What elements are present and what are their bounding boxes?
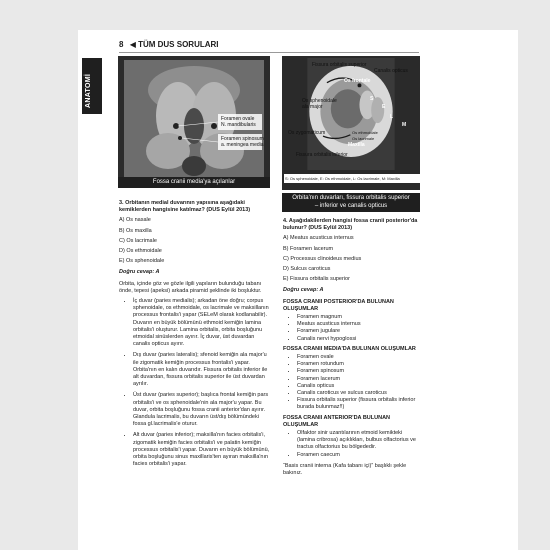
list-item: • Canalis caroticus ve sulcus caroticus xyxy=(297,390,421,397)
list-item: • Fissura orbitalis superior (fissura orbitalis inferior burada bulunmaz!!) xyxy=(297,397,421,411)
q4-option-b: B) Foramen lacerum xyxy=(283,245,334,252)
q3-option-e: E) Os sphenoidale xyxy=(119,258,165,265)
list-item: • Foramen jugulare xyxy=(297,328,421,335)
fig2-label-maxilla: Maxilla xyxy=(348,142,365,148)
q3-explanation-list xyxy=(119,298,271,468)
fig2-label-os-sphenoidale: Os sphenoidale ala major xyxy=(302,98,337,110)
fig2-label-os-zygomaticum: Os zygomaticum xyxy=(288,130,326,136)
section-media-title: FOSSA CRANII MEDIA'DA BULUNAN OLUŞUMLAR xyxy=(283,345,416,352)
figure2-legend: S: Os sphenoidale, E: Os ethmoidale, L: Os lacrimale, M: Maxilla xyxy=(284,174,420,183)
figure-orbit-photo xyxy=(282,56,420,190)
running-title: ◀ TÜM DUS SORULARI xyxy=(129,40,219,49)
fig2-label-s: S xyxy=(370,96,374,102)
q3-option-d: D) Os ethmoidale xyxy=(119,248,162,255)
fig1-label-a-meningea-media: a. meningea media xyxy=(221,142,264,148)
q3-bullet-inferior: • Alt duvar (paries inferior); maksilla'nın facies orbitalis'i, zigomatik kemiğin facies orbitalis'i ve palatin kemiğin processus orbitalis'i yapar. Duvarın en büyük bölümünü, orbita boşluğunu sinus maxillaris'ten ayıran maksilla'nın facies orbitalis'i yapar. xyxy=(133,432,271,468)
figure2-caption-line1: Orbita'nın duvarları, fissura orbitalis superior xyxy=(292,195,410,201)
list-item: • Meatus acusticus internus xyxy=(297,321,421,328)
fig2-label-canalis-opticus: Canalis opticus xyxy=(374,68,408,74)
section-media-list xyxy=(283,354,421,412)
list-item: • Foramen lacerum xyxy=(297,376,421,383)
section-posterior-title: FOSSA CRANII POSTERIOR'DA BULUNAN OLUŞUMLAR xyxy=(283,298,394,312)
section-anterior-list xyxy=(283,430,421,459)
list-item: • Foramen spinosum xyxy=(297,368,421,375)
section-anterior-title: FOSSA CRANII ANTERIOR'DA BULUNAN OLUŞUMLAR xyxy=(283,414,391,428)
list-item: • Foramen caecum xyxy=(297,452,421,459)
q3-option-c: C) Os lacrimale xyxy=(119,237,157,244)
fig2-label-os-lacrimale: Os lacrimale xyxy=(352,136,375,141)
section-side-tab xyxy=(82,58,102,114)
q3-option-b: B) Os maxilla xyxy=(119,227,152,234)
q4-answer: Doğru cevap: A xyxy=(283,287,324,294)
list-item: • Canalis opticus xyxy=(297,383,421,390)
list-item: • Foramen rotundum xyxy=(297,361,421,368)
q3-bullet-medial: • İç duvar (paries medialis); arkadan öne doğru; corpus sphenoidale, os ethmoidale, os lacrimale ve maksillanın processus frontalis'i yapar (SELeM olarak kodlanabilir). Duvarın en büyük bölümünü ethmoid kemiğin lamina orbitalis'i oluşturur. Lamina orbitalis, orbita boşluğunu etmoidal sinüslerden ayırır. İç duvar, üst duvardan canalis opticus ayırır. xyxy=(133,298,271,348)
fig2-label-inf-fissure: Fissura orbitalis inferior xyxy=(296,152,348,158)
header-rule xyxy=(119,52,419,53)
page-number: 8 xyxy=(119,40,124,49)
fig2-label-os-frontale: Os frontale xyxy=(344,78,371,84)
fig1-label-n-mandibularis: N. mandibularis xyxy=(221,122,256,128)
q4-question: 4. Aşağıdakilerden hangisi fossa cranii posterior'da bulunur? (DUS Eylül 2013) xyxy=(283,218,418,232)
list-item: • Olfaktor sinir uzantılarının etmoid kemikteki (lamina cribrosa) açıklıkları, bulbus olfactorius ve tractus olfactorius bu bölgededir. xyxy=(297,430,421,452)
section-posterior-list xyxy=(283,314,421,343)
list-item: • Canalis nervi hypoglossi xyxy=(297,336,421,343)
q3-intro: Orbita, içinde göz ve gözle ilgili yapıların bulunduğu tabanı önde, tepesi (apeksi) arkada piramid şeklinde iki boşluktur. xyxy=(119,280,262,294)
figure2-caption-line2: – inferior ve canalis opticus xyxy=(314,203,388,209)
figure1-caption: Fossa cranii media'ya açılanlar xyxy=(118,177,270,188)
q3-answer: Doğru cevap: A xyxy=(119,269,160,276)
left-column xyxy=(119,200,271,473)
q4-note: “Basis cranii interna (Kafa tabanı içi)” başlıklı şekle bakınız. xyxy=(283,462,407,477)
q3-bullet-superior: • Üst duvar (paries superior); başlıca frontal kemiğin pars orbitalis'i ve os sphenoidale'nin ala major'u yapar. Bu duvar, orbita boşluğunu fossa cranii anterior'dan ayırır. Glandula lacrimalis, bu duvarın üst/dış bölümündeki fossa gl.lacrimalis'e oturur. xyxy=(133,392,271,428)
fig2-label-l: L xyxy=(390,114,394,120)
side-tab-label: ANATOMİ xyxy=(85,73,92,108)
fig2-label-e: E xyxy=(382,104,386,110)
fig2-label-os-ethmoidale: Os ethmoidale xyxy=(352,130,378,135)
list-item: • Foramen ovale xyxy=(297,354,421,361)
fig2-label-sup-fissure: Fissura orbitalis superior xyxy=(312,62,367,68)
fig1-label-foramen-spinosum: Foramen spinosum xyxy=(221,136,264,142)
list-item: • Foramen magnum xyxy=(297,314,421,321)
q3-bullet-lateral: • Dış duvar (paries lateralis); sfenoid kemiğin ala major'u ile zigomatik kemiğin processus frontalis'i yapar. Orbita'nın en kalın duvarıdır. Fissura orbitalis inferior ile alt duvardan, fissura orbitalis superior ile üst duvardan ayrılır. xyxy=(133,352,271,388)
figure-skull-base-photo xyxy=(118,56,270,186)
fig2-label-m: M xyxy=(402,122,407,128)
running-header xyxy=(119,40,219,49)
q4-option-a: A) Meatus acusticus internus xyxy=(283,235,354,242)
q3-question: 3. Orbitanın medial duvarının yapısına aşağıdaki kemiklerden hangisine katılmaz? (DUS Eylül 2013) xyxy=(119,200,251,214)
figure2-caption xyxy=(282,193,420,212)
q4-option-e: E) Fissura orbitalis superior xyxy=(283,276,350,283)
q4-option-d: D) Sulcus caroticus xyxy=(283,266,331,273)
q4-option-c: C) Processus clinoideus medius xyxy=(283,255,362,262)
fig1-label-foramen-ovale: Foramen ovale xyxy=(221,116,255,122)
right-column xyxy=(283,218,421,480)
q3-option-a: A) Os nasale xyxy=(119,217,151,224)
